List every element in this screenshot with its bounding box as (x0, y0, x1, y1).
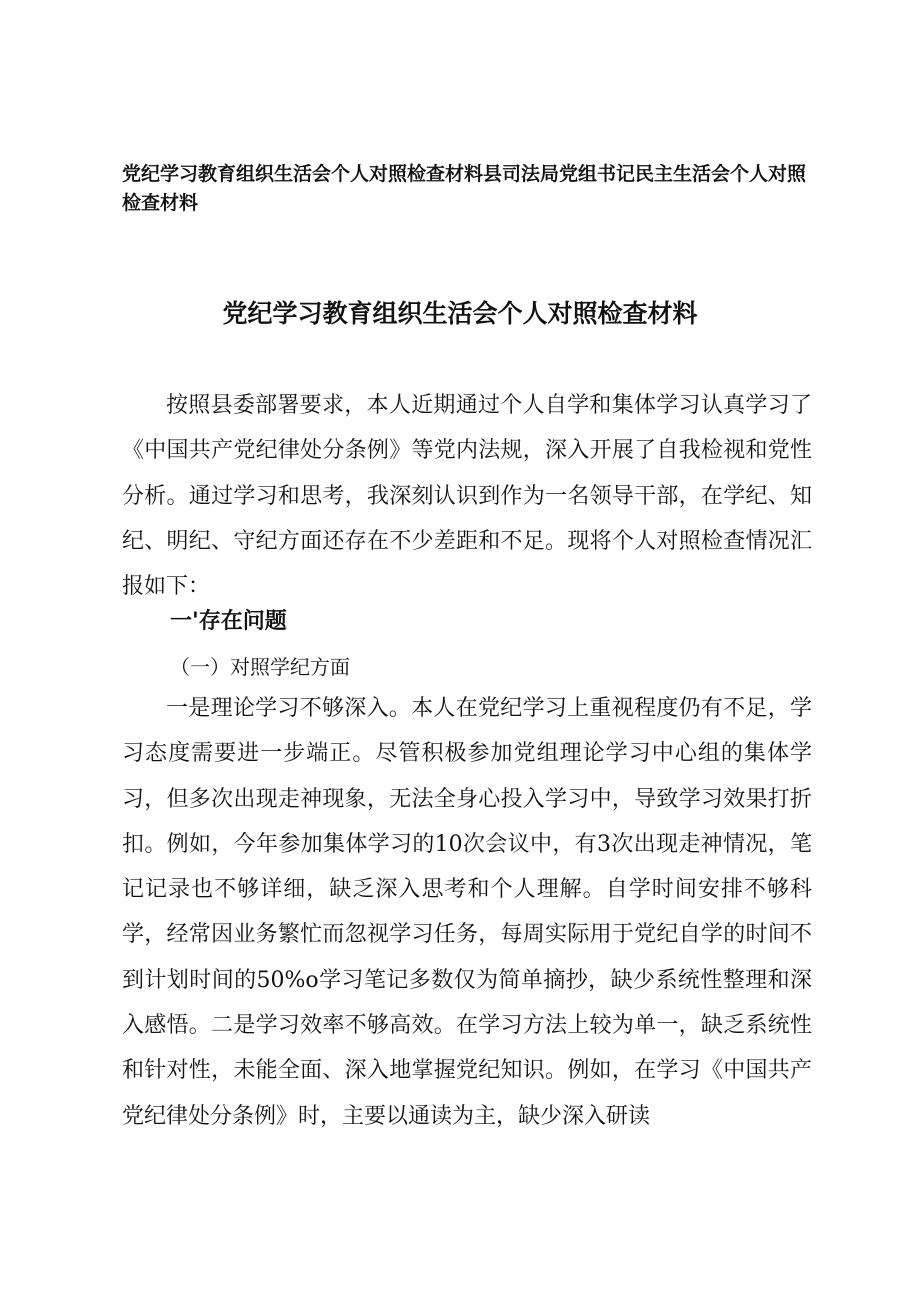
intro-paragraph: 按照县委部署要求，本人近期通过个人自学和集体学习认真学习了《中国共产党纪律处分条例》等党内法规，深入开展了自我检视和党性分析。通过学习和思考，我深刻认识到作为一名领导干部，在学纪、知纪、明纪、守纪方面还存在不少差距和不足。现将个人对照检查情况汇报如下： (122, 393, 812, 600)
body-paragraph: 一是理论学习不够深入。本人在党纪学习上重视程度仍有不足，学习态度需要进一步端正。尽管积极参加党组理论学习中心组的集体学习，但多次出现走神现象，无法全身心投入学习中，导致学习效果打折扣。例如，今年参加集体学习的10次会议中，有3次出现走神情况，笔记记录也不够详细，缺乏深入思考和个人理解。自学时间安排不够科学，经常因业务繁忙而忽视学习任务，每周实际用于党纪自学的时间不到计划时间的50%o学习笔记多数仅为简单摘抄，缺少系统性整理和深入感悟。二是学习效率不够高效。在学习方法上较为单一，缺乏系统性和针对性，未能全面、深入地掌握党纪知识。例如，在学习《中国共产党纪律处分条例》时，主要以通读为主，缺少深入研读 (122, 696, 812, 1129)
subsection-heading: （一）对照学纪方面 (170, 655, 350, 679)
document-filename-header: 党纪学习教育组织生活会个人对照检查材料县司法局党组书记民主生活会个人对照检查材料 (122, 163, 807, 214)
document-title: 党纪学习教育组织生活会个人对照检查材料 (222, 299, 698, 328)
section-heading: 一'存在问题 (170, 609, 287, 634)
